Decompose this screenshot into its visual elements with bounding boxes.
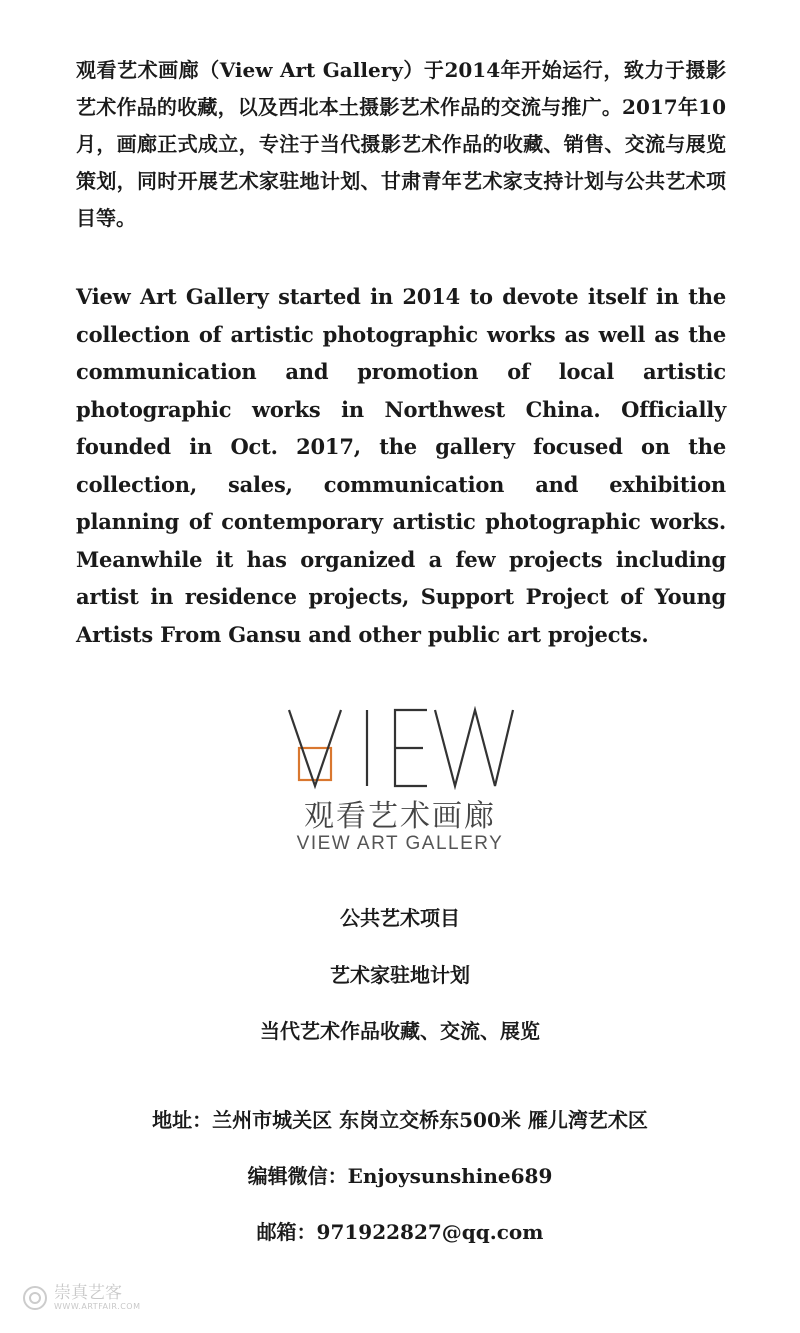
view-wordmark — [285, 706, 515, 790]
intro-paragraph-zh: 观看艺术画廊（View Art Gallery）于2014年开始运行，致力于摄影艺术作品的收藏，以及西北本土摄影艺术作品的交流与推广。2017年10月，画廊正式成立，专注于当代摄影艺术作品的收藏、销售、交流与展览策划，同时开展艺术家驻地计划、甘肃青年艺术家支持计划与公共艺术项目等。 — [76, 58, 726, 230]
logo-letter-w — [435, 710, 513, 786]
contact-email: 邮箱：971922827@qq.com — [256, 1220, 544, 1244]
contact-address: 地址：兰州市城关区 东岗立交桥东500米 雁儿湾艺术区 — [152, 1108, 648, 1132]
project-artist-residence: 艺术家驻地计划 — [330, 963, 470, 987]
watermark-seal-icon — [22, 1285, 48, 1311]
project-public-art: 公共艺术项目 — [340, 906, 460, 930]
intro-paragraph-en: View Art Gallery started in 2014 to devote itself in the collection of artistic photographic works as well as the communication and promotion of local artistic photographic works in Northwest China. Officially founded in Oct. 2017, the gallery focused on the collection, sales, communication and exhibition planning of contemporary artistic photographic works. Meanwhile it has organized a few projects including artist in residence projects, Support Project of Young Artists From Gansu and other public art projects. — [76, 284, 726, 647]
watermark-main-text: 崇真艺客 — [54, 1283, 122, 1303]
logo-chinese-name: 观看艺术画廊 — [304, 799, 496, 834]
project-collection-exhibition: 当代艺术作品收藏、交流、展览 — [260, 1019, 540, 1043]
watermark-sub-text: WWW.ARTFAIR.COM — [54, 1302, 141, 1311]
gallery-logo — [285, 706, 515, 856]
contact-wechat: 编辑微信：Enjoysunshine689 — [247, 1164, 553, 1188]
logo-english-name: VIEW ART GALLERY — [296, 833, 504, 854]
watermark — [22, 1284, 141, 1311]
